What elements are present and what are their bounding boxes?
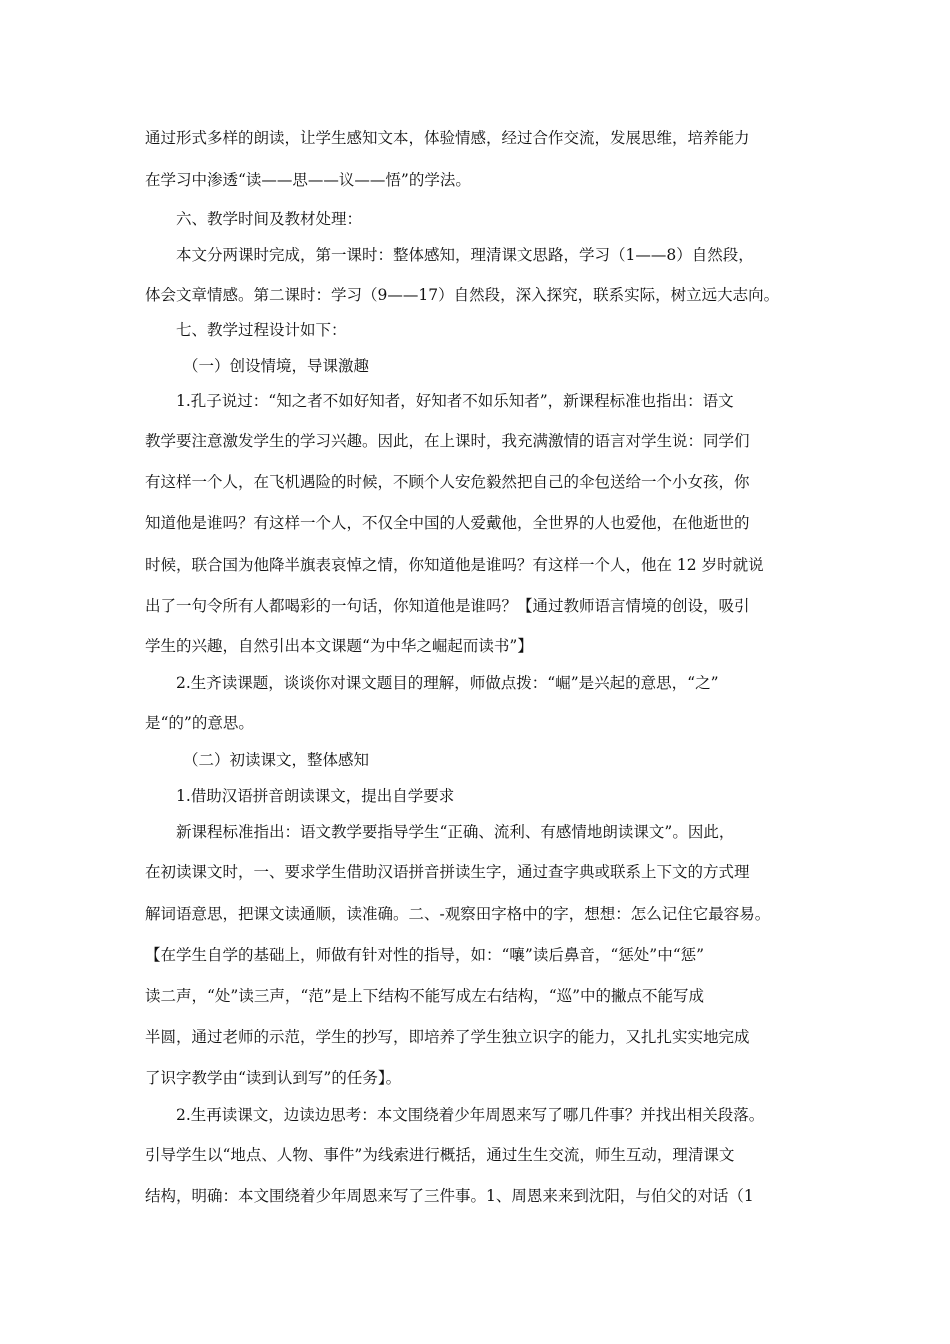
text-line: 新课程标准指出：语文教学要指导学生“正确、流利、有感情地朗读课文”。因此，	[176, 823, 735, 841]
text-line: 有这样一个人，在飞机遇险的时候，不顾个人安危毅然把自己的伞包送给一个小女孩，你	[145, 473, 750, 491]
section-heading: 六、教学时间及教材处理：	[176, 210, 363, 228]
text-line: 2.生再读课文，边读边思考：本文围绕着少年周恩来写了哪几件事？并找出相关段落。	[176, 1106, 765, 1124]
text-line: 本文分两课时完成，第一课时：整体感知，理清课文思路，学习（1——8）自然段，	[176, 246, 754, 264]
text-line: 读二声，“处”读三声，“范”是上下结构不能写成左右结构，“巡”中的撇点不能写成	[145, 987, 705, 1005]
text-line: 了识字教学由“读到认到写”的任务】。	[145, 1069, 402, 1087]
text-line: 【在学生自学的基础上，师做有针对性的指导，如：“嚷”读后鼻音，“惩处”中“惩”	[145, 946, 705, 964]
text-line: 学生的兴趣，自然引出本文课题“为中华之崛起而读书”】	[145, 637, 533, 655]
text-line: 解词语意思，把课文读通顺，读准确。二、-观察田字格中的字，想想：怎么记住它最容易。	[145, 905, 771, 923]
subsection-heading: （一）创设情境，导课激趣	[183, 357, 370, 375]
text-line: 1.孔子说过：“知之者不如好知者，好知者不如乐知者”，新课程标准也指出：语文	[176, 392, 734, 410]
text-line: 体会文章情感。第二课时：学习（9——17）自然段，深入探究，联系实际，树立远大志向。	[145, 286, 780, 304]
text-line: 教学要注意激发学生的学习兴趣。因此，在上课时，我充满激情的语言对学生说：同学们	[145, 432, 750, 450]
text-line: 半圆，通过老师的示范，学生的抄写，即培养了学生独立识字的能力，又扎扎实实地完成	[145, 1028, 750, 1046]
text-line: 2.生齐读课题，谈谈你对课文题目的理解，师做点拨：“崛”是兴起的意思，“之”	[176, 674, 719, 692]
text-line: 在学习中渗透“读——思——议——悟”的学法。	[145, 171, 471, 189]
section-heading: 七、教学过程设计如下：	[176, 321, 347, 339]
text-line: 知道他是谁吗？有这样一个人，不仅全中国的人爱戴他，全世界的人也爱他，在他逝世的	[145, 514, 750, 532]
text-line: 引导学生以“地点、人物、事件”为线索进行概括，通过生生交流，师生互动，理清课文	[145, 1146, 735, 1164]
text-line: 在初读课文时，一、要求学生借助汉语拼音拼读生字，通过查字典或联系上下文的方式理	[145, 863, 750, 881]
text-line: 结构，明确：本文围绕着少年周恩来写了三件事。1、周恩来来到沈阳，与伯父的对话（1	[145, 1187, 754, 1205]
text-line: 1.借助汉语拼音朗读课文，提出自学要求	[176, 787, 455, 805]
subsection-heading: （二）初读课文，整体感知	[183, 751, 370, 769]
text-line: 出了一句令所有人都喝彩的一句话，你知道他是谁吗？【通过教师语言情境的创设，吸引	[145, 597, 750, 615]
text-line: 时候，联合国为他降半旗表哀悼之情，你知道他是谁吗？有这样一个人，他在 12 岁时就说	[145, 556, 764, 574]
text-line: 通过形式多样的朗读，让学生感知文本，体验情感，经过合作交流，发展思维，培养能力	[145, 129, 750, 147]
text-line: 是“的”的意思。	[145, 714, 254, 732]
